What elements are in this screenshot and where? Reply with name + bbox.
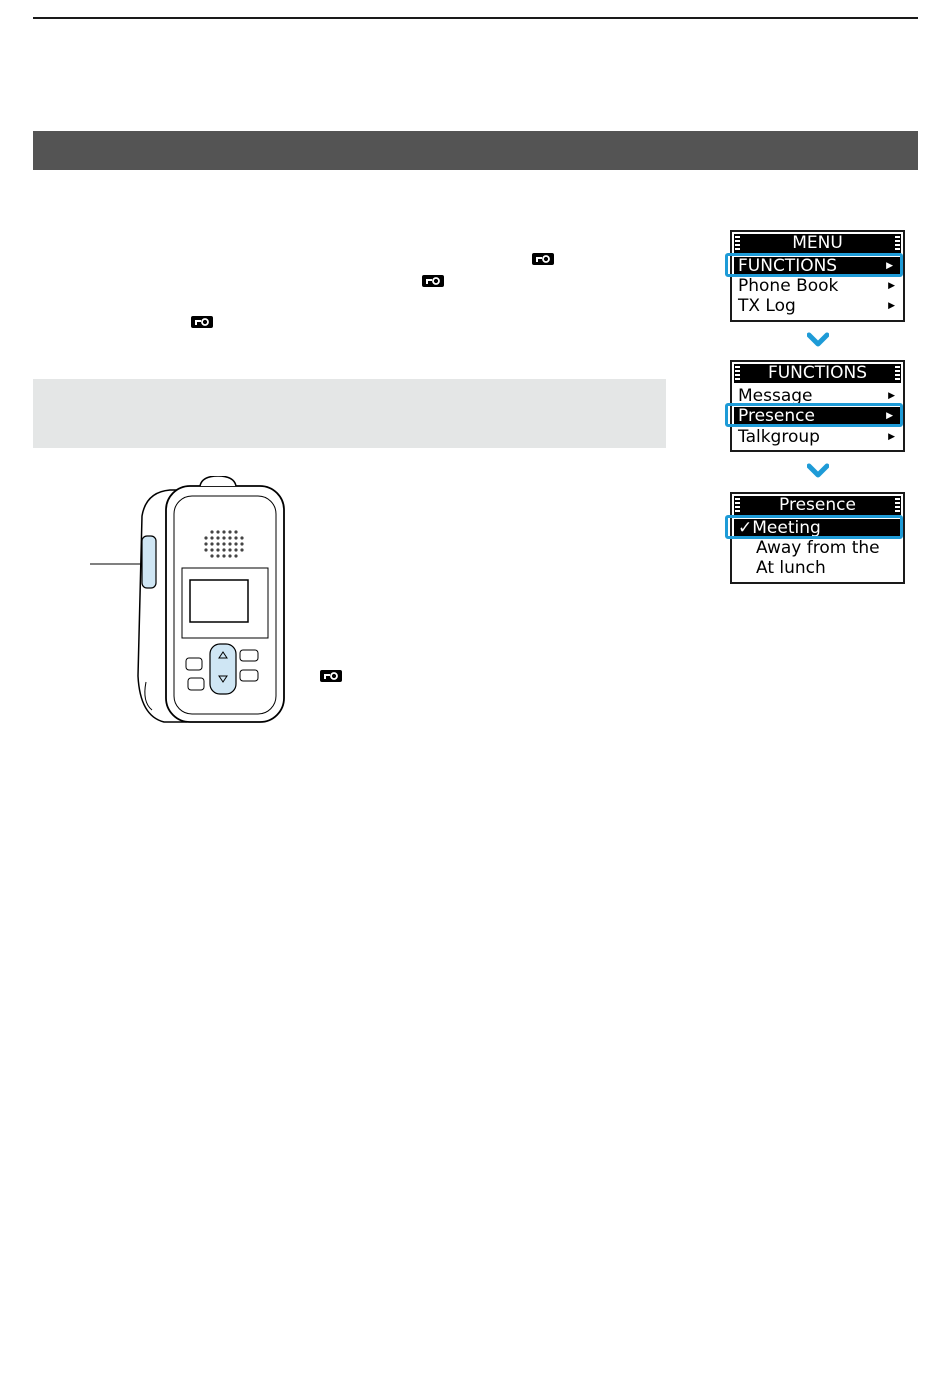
key-lock-icon [320, 670, 342, 682]
selection-highlight [725, 515, 903, 539]
scroll-bars-icon [735, 498, 740, 512]
lcd-title: MENU [734, 234, 901, 253]
selection-highlight [725, 253, 903, 277]
radio-device-illustration [90, 476, 290, 731]
arrow-right-icon: ▶ [888, 301, 895, 311]
lcd-item-at-lunch[interactable]: At lunch [756, 558, 826, 578]
scroll-bars-icon [735, 366, 740, 380]
lcd-item-message[interactable]: Message ▶ [738, 386, 895, 406]
lcd-item-phone-book[interactable]: Phone Book ▶ [738, 276, 895, 296]
arrow-right-icon: ▶ [888, 281, 895, 291]
key-lock-icon [191, 316, 213, 328]
lcd-title: Presence [734, 496, 901, 515]
key-lock-icon [532, 253, 554, 265]
lcd-item-functions[interactable]: FUNCTIONS ▶ [734, 257, 901, 276]
arrow-right-icon: ▶ [886, 261, 893, 271]
chevron-down-icon [807, 332, 829, 350]
arrow-right-icon: ▶ [888, 391, 895, 401]
selection-highlight [725, 403, 903, 427]
key-lock-icon [422, 275, 444, 287]
section-header-bar [33, 131, 918, 170]
lcd-item-meeting[interactable]: ✓Meeting [734, 519, 901, 538]
scroll-bars-icon [895, 236, 900, 250]
lcd-item-presence[interactable]: Presence ▶ [734, 407, 901, 426]
arrow-right-icon: ▶ [888, 432, 895, 442]
note-box [33, 379, 666, 448]
chevron-down-icon [807, 463, 829, 481]
arrow-right-icon: ▶ [886, 411, 893, 421]
lcd-item-talkgroup[interactable]: Talkgroup ▶ [738, 427, 895, 447]
scroll-bars-icon [895, 366, 900, 380]
lcd-item-away[interactable]: Away from the [756, 538, 880, 558]
top-rule [33, 17, 918, 19]
lcd-item-tx-log[interactable]: TX Log ▶ [738, 296, 895, 316]
scroll-bars-icon [735, 236, 740, 250]
scroll-bars-icon [895, 498, 900, 512]
lcd-title: FUNCTIONS [734, 364, 901, 383]
